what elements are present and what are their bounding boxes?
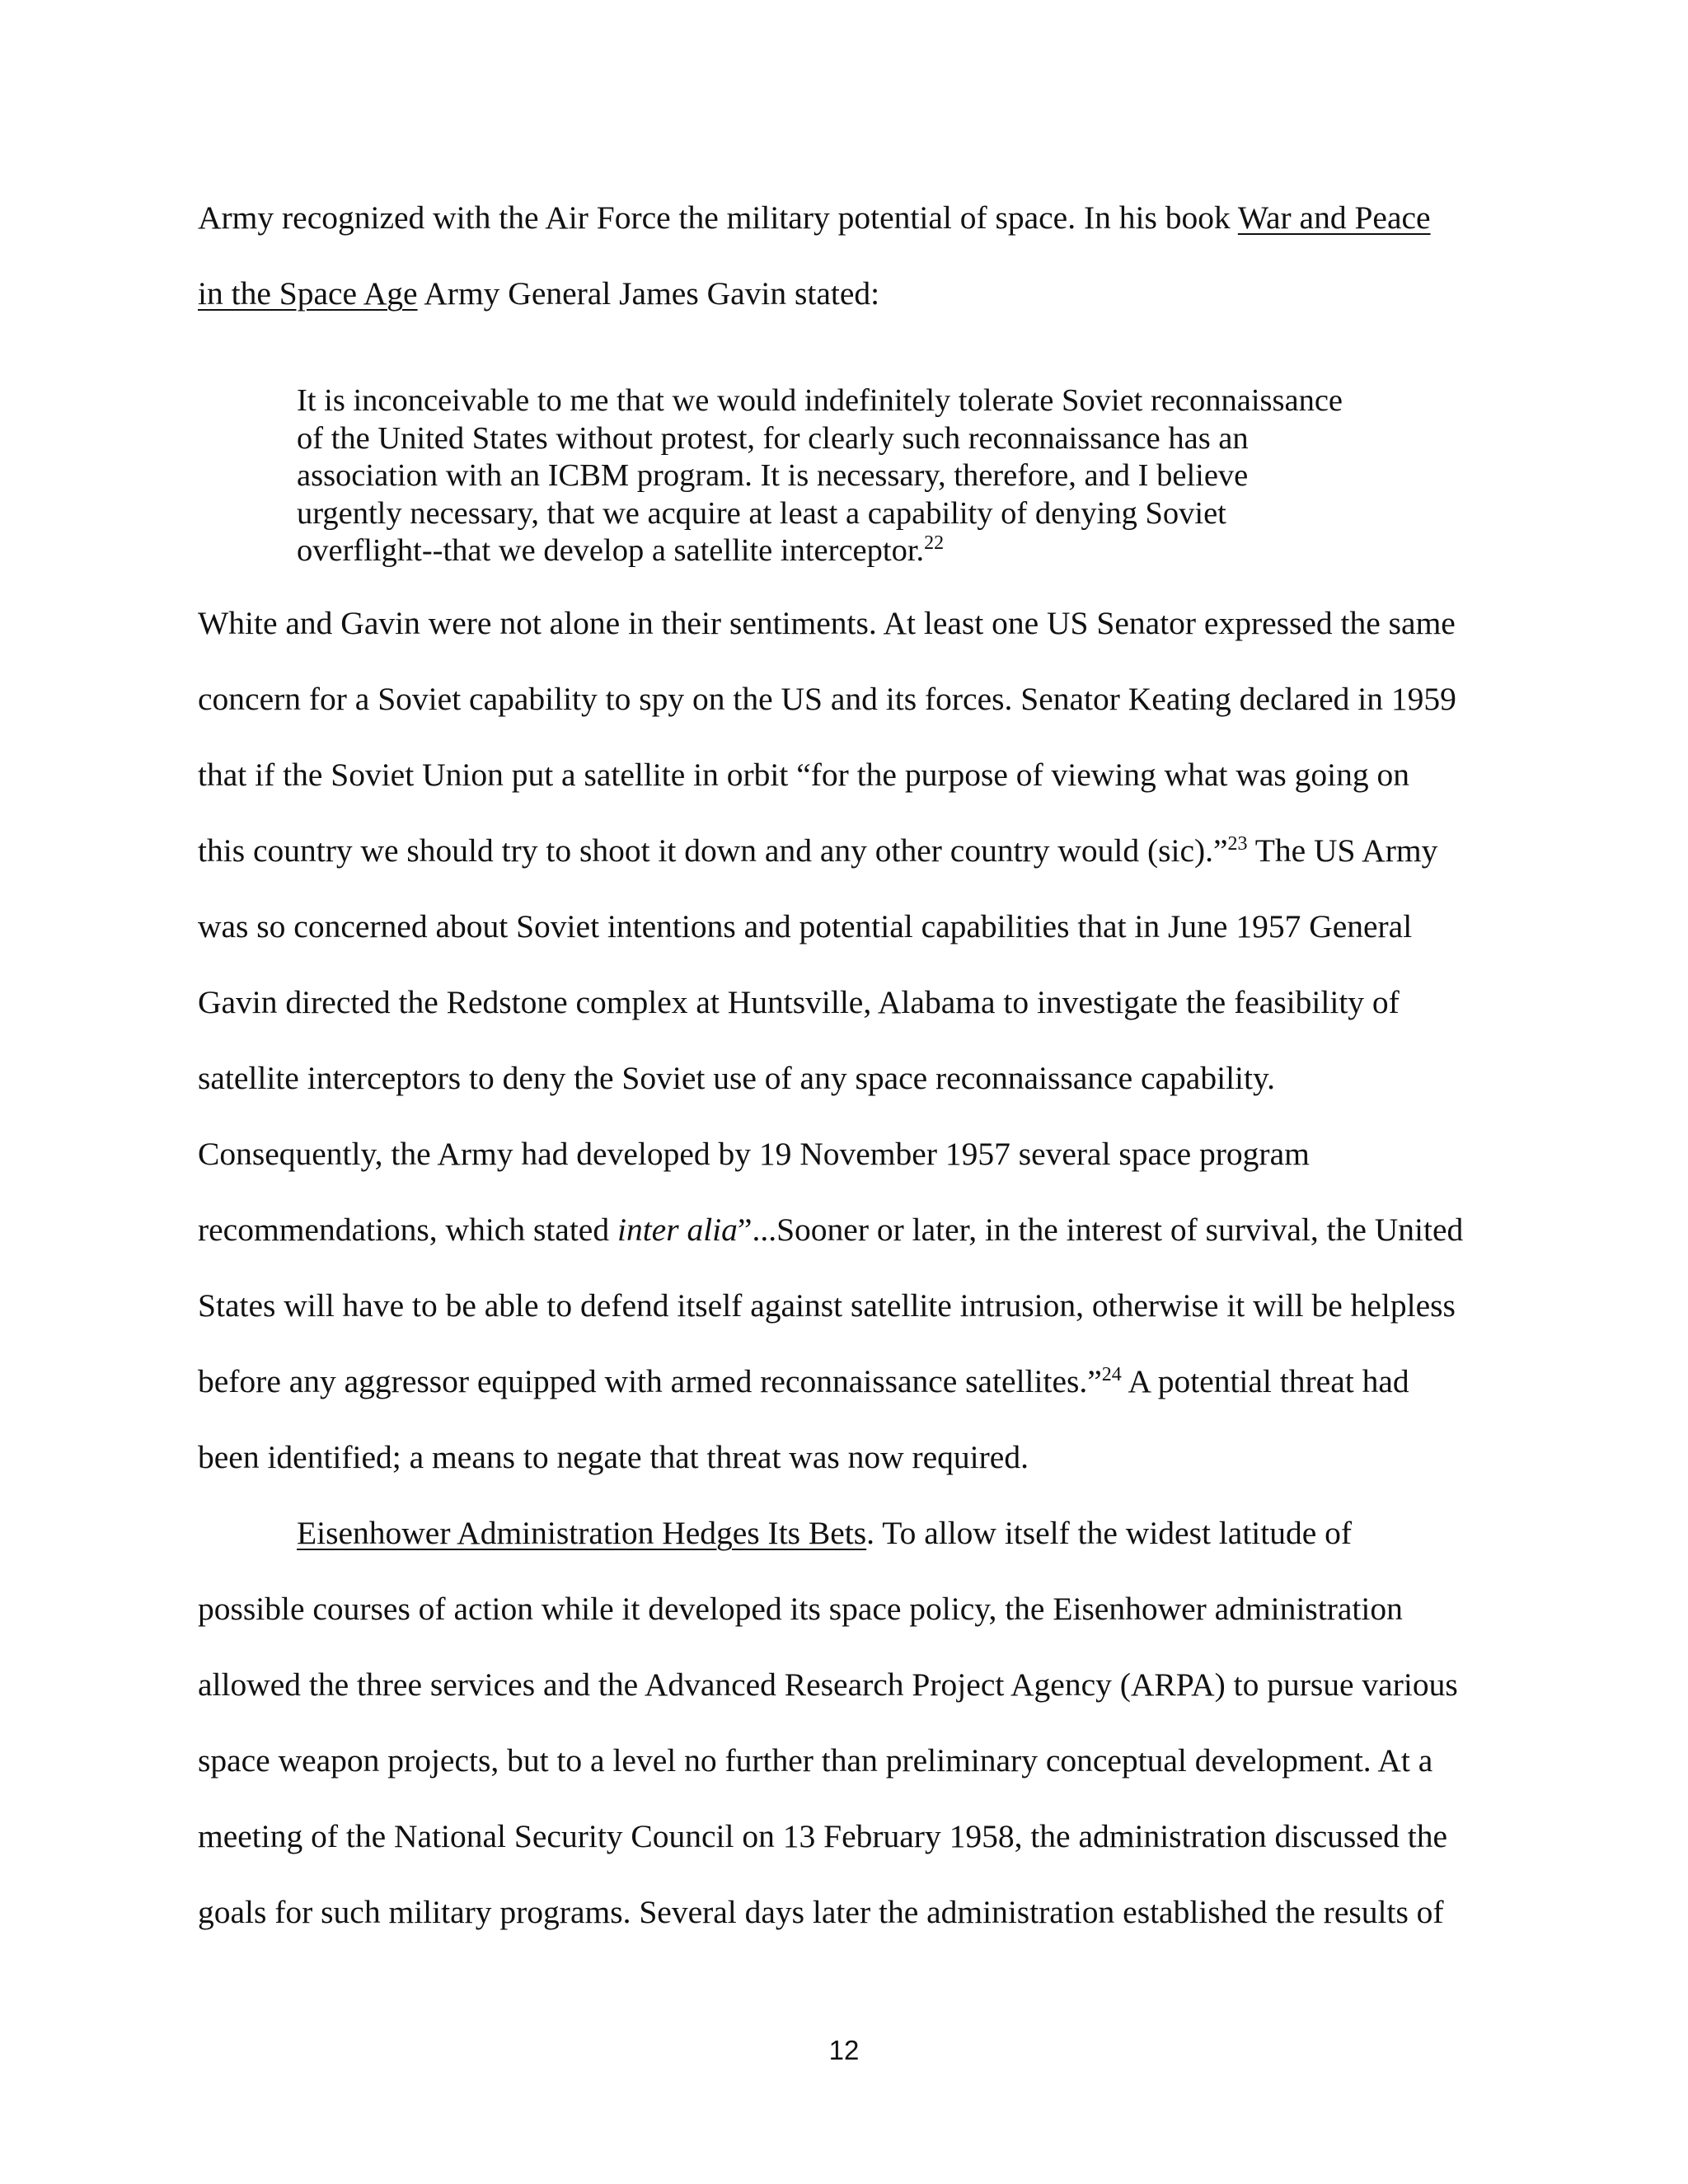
book-title-underlined: in the Space Age	[198, 275, 418, 312]
text-line	[198, 1495, 1500, 1571]
text-run: The US Army	[1247, 832, 1438, 869]
text-line: meeting of the National Security Council on 13 February 1958, the administration discussed the	[198, 1818, 1448, 1854]
book-title-underlined: War and Peace	[1237, 199, 1431, 236]
quote-line	[297, 532, 1418, 570]
text-line	[198, 1343, 1500, 1419]
quote-line: urgently necessary, that we acquire at least a capability of denying Soviet	[297, 495, 1226, 531]
text-run: recommendations, which stated	[198, 1212, 617, 1248]
text-line: been identified; a means to negate that threat was now required.	[198, 1439, 1029, 1475]
text-run: before any aggressor equipped with armed reconnaissance satellites.”	[198, 1363, 1102, 1399]
text-line	[198, 813, 1500, 888]
footnote-ref: 23	[1227, 833, 1248, 855]
text-line: Gavin directed the Redstone complex at Huntsville, Alabama to investigate the feasibility of	[198, 984, 1400, 1020]
page-number: 12	[828, 2035, 860, 2065]
text-line: concern for a Soviet capability to spy on the US and its forces. Senator Keating declared in 1959	[198, 681, 1456, 717]
text-line	[198, 1192, 1500, 1268]
text-line	[198, 255, 1500, 331]
text-run: ”...Sooner or later, in the interest of survival, the United	[737, 1212, 1464, 1248]
quote-line: association with an ICBM program. It is necessary, therefore, and I believe	[297, 458, 1249, 493]
text-run: overflight--that we develop a satellite interceptor.	[297, 533, 925, 568]
text-line: States will have to be able to defend itself against satellite intrusion, otherwise it will be helpless	[198, 1287, 1456, 1324]
block-quote	[297, 382, 1418, 570]
section-heading-underlined: Eisenhower Administration Hedges Its Bets	[297, 1515, 867, 1551]
text-line: space weapon projects, but to a level no further than preliminary conceptual development. At a	[198, 1742, 1433, 1779]
text-line: Consequently, the Army had developed by 19 November 1957 several space program	[198, 1136, 1310, 1172]
text-run: this country we should try to shoot it down and any other country would (sic).”	[198, 832, 1228, 869]
footnote-ref: 24	[1101, 1364, 1122, 1385]
text-run: Army recognized with the Air Force the military potential of space. In his book	[198, 199, 1238, 236]
text-run: A potential threat had	[1121, 1363, 1409, 1399]
paragraph-sentiments	[198, 585, 1500, 1495]
quote-line: It is inconceivable to me that we would indefinitely tolerate Soviet reconnaissance	[297, 383, 1343, 418]
text-line: goals for such military programs. Several days later the administration established the results of	[198, 1894, 1444, 1930]
paragraph-eisenhower	[198, 1495, 1500, 1950]
text-line: was so concerned about Soviet intentions and potential capabilities that in June 1957 General	[198, 908, 1413, 944]
text-line: White and Gavin were not alone in their sentiments. At least one US Senator expressed the same	[198, 605, 1456, 641]
text-line: allowed the three services and the Advanced Research Project Agency (ARPA) to pursue various	[198, 1666, 1458, 1703]
text-line: possible courses of action while it developed its space policy, the Eisenhower administration	[198, 1591, 1403, 1627]
paragraph-intro	[198, 180, 1500, 331]
italic-phrase: inter alia	[617, 1212, 738, 1248]
footnote-ref: 22	[924, 532, 945, 554]
text-run: . To allow itself the widest latitude of	[866, 1515, 1353, 1551]
text-line: that if the Soviet Union put a satellite in orbit “for the purpose of viewing what was going on	[198, 757, 1409, 793]
text-line: satellite interceptors to deny the Soviet use of any space reconnaissance capability.	[198, 1060, 1276, 1096]
text-line	[198, 180, 1500, 255]
text-run: Army General James Gavin stated:	[417, 275, 880, 312]
quote-line: of the United States without protest, for clearly such reconnaissance has an	[297, 420, 1249, 456]
